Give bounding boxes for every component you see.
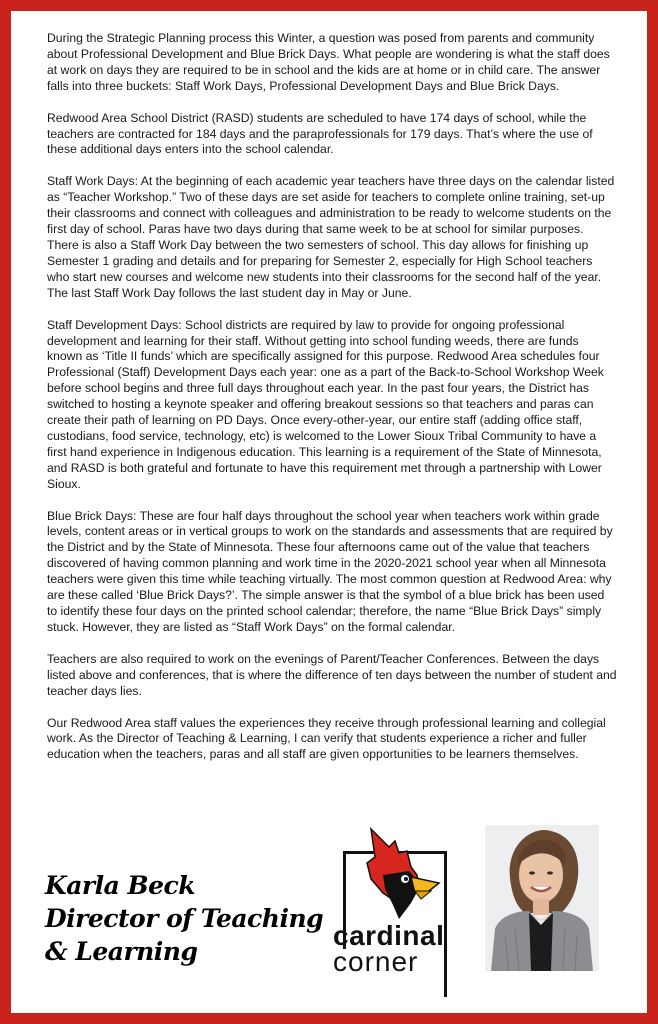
page <box>11 11 647 1013</box>
article-body <box>47 31 617 779</box>
signature-title-line1: Director of Teaching <box>45 904 324 933</box>
paragraph-staff-development-days: Staff Development Days: School districts are required by law to provide for ongoing professional development and learning for their staff. Without getting into school funding weeds, there are funds known as ‘Title II funds’ which are specifically assigned for this purpose. Redwood Area schedules four Professional (Staff) Development Days each year: one as a part of the Back-to-School Workshop Week before school begins and three full days throughout each year. In the past four years, the District has switched to hosting a keynote speaker and offering breakout sessions so that teachers and paras can create their path of learning on PD Days. Once every-other-year, our entire staff (adding office staff, custodians, food service, technology, etc) is welcomed to the Lower Sioux Tribal Community to have a first hand experience in Indigenous education. This learning is a requirement of the State of Minnesota, and RASD is both grateful and fortunate to have this requirement met through a partnership with Lower Sioux. <box>47 317 604 491</box>
signature-title-line2: & Learning <box>45 937 198 966</box>
paragraph-blue-brick-days: Blue Brick Days: These are four half days throughout the school year when teachers work within grade levels, content areas or in vertical groups to work on the standards and assessments that are required by the District and by the State of Minnesota. These four afternoons came out of the value that teachers discovered of having common planning and work time in the 2020-2021 school year when all Minnesota teachers were given this time while teaching virtually. The most common question at Redwood Area: why are these called ‘Blue Brick Days?’. The simple answer is that the symbol of a blue brick has been used to identify these four days on the printed school calendar; therefore, the name “Blue Brick Days” simply stuck. However, they are listed as “Staff Work Days” on the formal calendar. <box>47 508 613 634</box>
author-photo <box>485 825 599 971</box>
paragraph-staff-work-days: Staff Work Days: At the beginning of each academic year teachers have three days on the calendar listed as “Teacher Workshop.” Two of these days are set aside for teachers to complete online training, set-up their classrooms and connect with colleagues and administration to be ready to welcome students on the first day of school. Paras have two days during that same week to be at school for similar purposes. There is also a Staff Work Day between the two semesters of school. This day allows for finishing up Semester 1 grading and details and for preparing for Semester 2, especially for High School teachers who start new courses and welcome new students into their classrooms for the second half of the year. The last Staff Work Day follows the last student day in May or June. <box>47 174 615 300</box>
signature-name: Karla Beck <box>45 871 196 900</box>
portrait-image <box>485 825 599 971</box>
cardinal-corner-logo <box>333 823 463 983</box>
paragraph-closing: Our Redwood Area staff values the experiences they receive through professional learning and collegial work. As the Director of Teaching & Learning, I can verify that students experience a richer and fuller education when the teachers, paras and all staff are given opportunities to be learners themselves. <box>47 715 606 762</box>
logo-frame-edge <box>444 851 447 997</box>
cardinal-bird-icon <box>349 827 441 923</box>
paragraph-intro: During the Strategic Planning process this Winter, a question was posed from parents and community about Professional Development and Blue Brick Days. What people are wondering is what the staff does at work on days they are required to be in school and the kids are at home or in child care. The answer falls into three buckets: Staff Work Days, Professional Development Days and Blue Brick Days. <box>47 31 610 93</box>
paragraph-conferences: Teachers are also required to work on the evenings of Parent/Teacher Conferences. Between the days listed above and conferences, that is where the difference of ten days between the number of student and teacher days lies. <box>47 651 617 698</box>
paragraph-days-count: Redwood Area School District (RASD) students are scheduled to have 174 days of school, while the teachers are contracted for 184 days and the paraprofessionals for 179 days. That’s where the use of these additional days enters into the school calendar. <box>47 110 593 157</box>
signature <box>45 869 324 968</box>
logo-text-cardinal: cardinal <box>333 920 445 951</box>
logo-text-corner: corner <box>333 946 419 977</box>
